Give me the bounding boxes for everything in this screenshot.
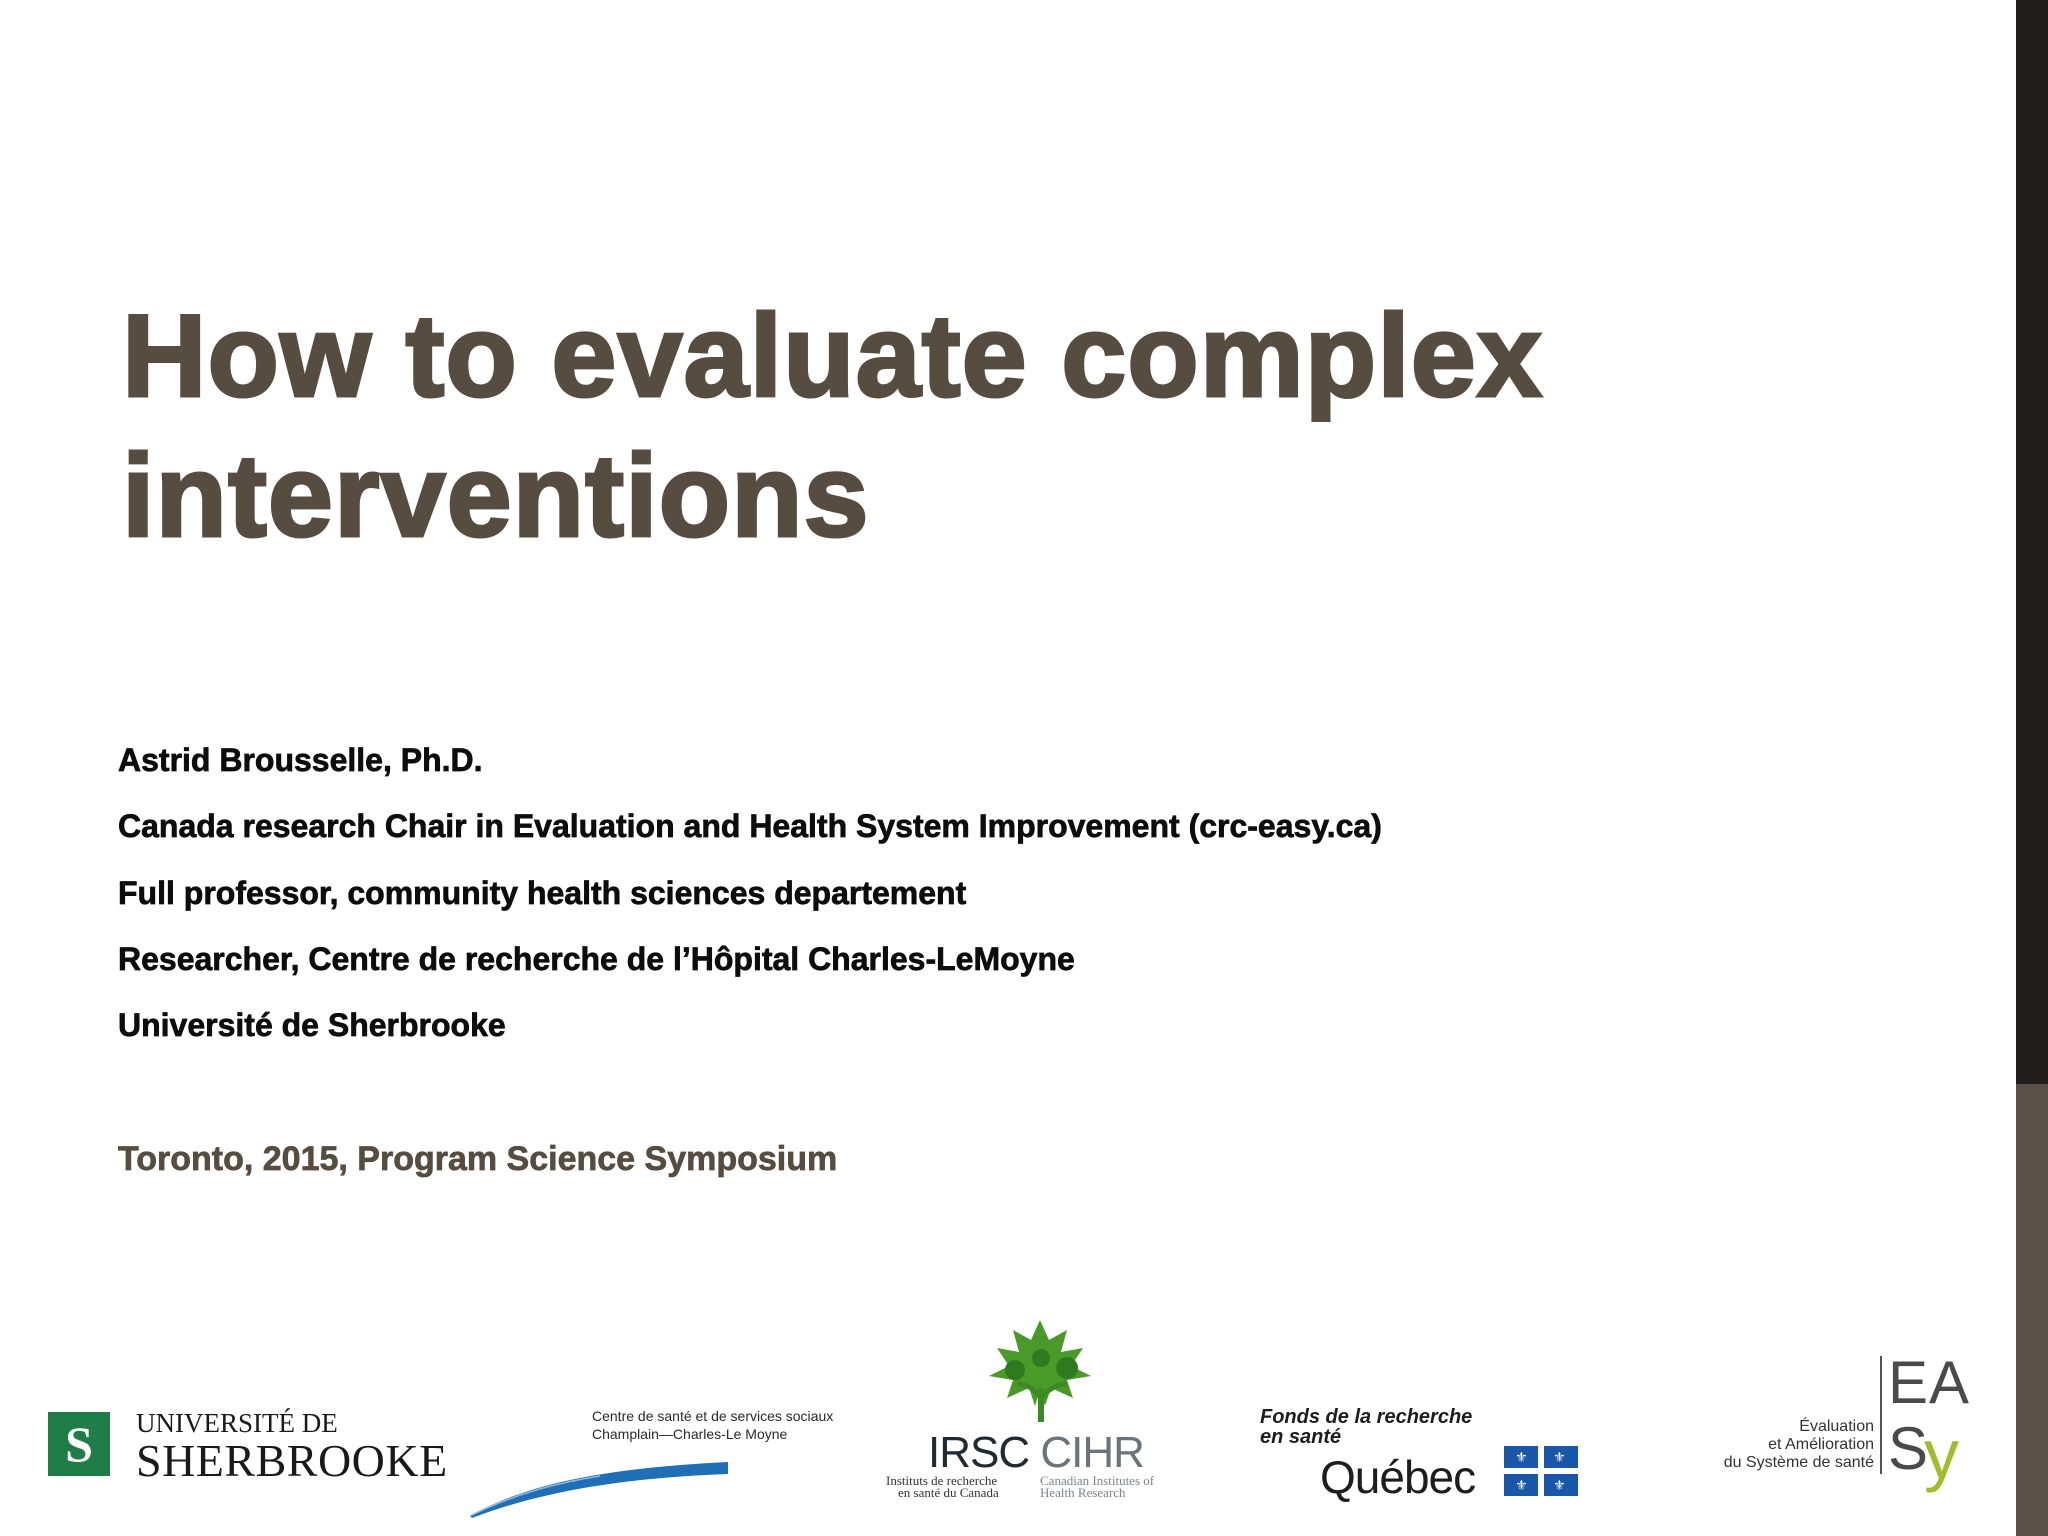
cihr-subtitle-line-2: Health Research (1040, 1485, 1126, 1500)
side-accent-bar-dark (2016, 0, 2048, 1084)
easy-mark-s: S (1888, 1415, 1929, 1482)
csss-logo (470, 1408, 850, 1518)
cihr-subtitle-line-1: Canadian Institutes of (1040, 1473, 1155, 1488)
author-name: Astrid Brousselle, Ph.D. (118, 742, 483, 778)
slide-title-line-2: interventions (122, 430, 870, 561)
sherbrooke-logo-line-1: UNIVERSITÉ DE (136, 1408, 338, 1438)
maple-tree-icon (975, 1318, 1105, 1428)
frq-quebec-wordmark: Québec (1320, 1451, 1476, 1503)
easy-logo (1700, 1349, 1980, 1520)
author-research-centre: Researcher, Centre de recherche de l’Hôpital Charles-LeMoyne (118, 941, 1075, 977)
slide-title (122, 286, 1972, 566)
side-accent-bar-light (2016, 1084, 2048, 1536)
irsc-cihr-wordmark (928, 1428, 1144, 1478)
csss-logo-line-1: Centre de santé et de services sociaux (592, 1408, 834, 1424)
sherbrooke-shield-letter: S (65, 1416, 93, 1472)
frq-sante-logo (1258, 1406, 1598, 1506)
author-chair: Canada research Chair in Evaluation and Health System Improvement (crc-easy.ca) (118, 808, 1382, 844)
sherbrooke-logo-line-2: SHERBROOKE (136, 1435, 448, 1486)
irsc-text: IRSC (928, 1428, 1030, 1477)
cihr-text: CIHR (1040, 1428, 1144, 1477)
irsc-subtitle-line-2: en santé du Canada (898, 1485, 999, 1500)
easy-mark-ea: EA (1888, 1349, 1971, 1416)
event-line: Toronto, 2015, Program Science Symposium (118, 1140, 838, 1178)
irsc-subtitle-line-1: Instituts de recherche (886, 1473, 998, 1488)
easy-mark-y: y (1924, 1415, 1959, 1493)
sherbrooke-logo (48, 1408, 478, 1488)
author-university: Université de Sherbrooke (118, 1007, 506, 1043)
csss-swoosh-icon (470, 1452, 730, 1518)
slide-title-line-1: How to evaluate complex (122, 290, 1543, 421)
quebec-flag-icon: ⚜ ⚜ ⚜ ⚜ (1504, 1446, 1578, 1496)
author-position: Full professor, community health sciences departement (118, 875, 967, 911)
easy-logo-line-2: et Amélioration (1768, 1436, 1874, 1453)
csss-logo-line-2: Champlain—Charles-Le Moyne (592, 1426, 788, 1442)
easy-logo-line-1: Évaluation (1799, 1418, 1874, 1435)
sherbrooke-shield-icon (48, 1412, 110, 1476)
easy-logo-line-3: du Système de santé (1723, 1454, 1874, 1471)
frq-logo-line-2: en santé (1260, 1426, 1342, 1448)
irsc-cihr-logo (880, 1318, 1210, 1500)
easy-divider (1880, 1356, 1882, 1474)
frq-logo-line-1: Fonds de la recherche (1260, 1406, 1473, 1428)
